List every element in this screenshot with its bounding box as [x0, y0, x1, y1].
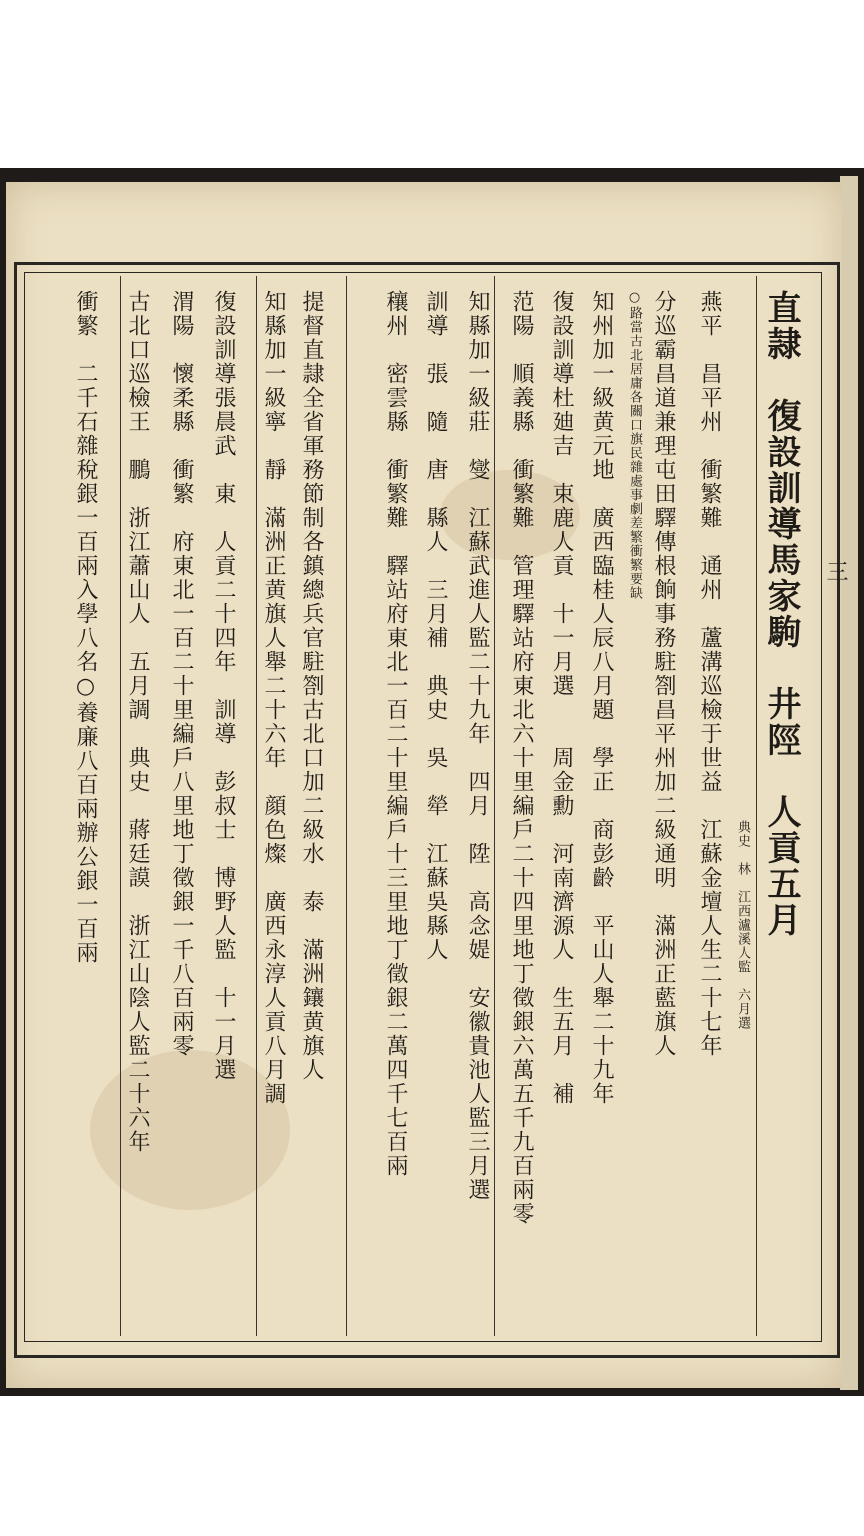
text-column: 直隷 復設訓導馬家駒 井陘 人貢五月 [761, 290, 801, 938]
text-column: 復設訓導張晨武 東 人貢二十四年 訓導 彭叔士 博野人監 十一月選 [211, 290, 236, 1082]
column-rule [756, 276, 757, 1336]
text-column: 知縣加一級寧 靜 滿洲正黄旗人舉二十六年 顔色燦 廣西永淳人貢八月調 [261, 290, 286, 1106]
text-column: 復設訓導杜廸吉 束鹿人貢 十一月選 周金勳 河南濟源人 生五月 補 [549, 290, 574, 1106]
text-column: 范陽 順義縣 衝繁難 管理驛站府東北六十里編戶二十四里地丁徵銀六萬五千九百兩零 [509, 290, 534, 1226]
text-column: 分巡霸昌道兼理屯田驛傳根餉事務駐劄昌平州加二級通明 滿洲正藍旗人 [651, 290, 676, 1058]
text-column: 訓導 張 隨 唐 縣人 三月補 典史 吳 犖 江蘇吳縣人 [423, 290, 448, 962]
column-rule [120, 276, 121, 1336]
text-column: 穰州 密雲縣 衝繁難 驛站府東北一百二十里編戶十三里地丁徵銀二萬四千七百兩 [383, 290, 408, 1178]
column-rule [494, 276, 495, 1336]
text-column: 知州加一級黄元地 廣西臨桂人辰八月題 學正 商彭齡 平山人舉二十九年 [589, 290, 614, 1106]
column-rule [346, 276, 347, 1336]
page-edge [840, 176, 858, 1390]
text-column: 提督直隷全省軍務節制各鎮總兵官駐劄古北口加二級水 泰 滿洲鑲黄旗人 [299, 290, 324, 1082]
text-column: 知縣加一級莊 燮 江蘇武進人監二十九年 四月 陞 高念媞 安徽貴池人監三月選 [465, 290, 490, 1202]
text-column: ○路當古北居庸各關口旗民雜處事劇差繁衝繁要缺 [627, 290, 642, 600]
text-column: 衝繁 二千石雜稅銀一百兩入學八名○養廉八百兩辦公銀一百兩 [73, 290, 98, 965]
page-number: 三 [823, 560, 848, 586]
text-column: 典史 林 江西瀘溪人監 六月選 [735, 820, 750, 1030]
text-column: 古北口巡檢王 鵬 浙江蕭山人 五月調 典史 蔣廷謨 浙江山陰人監二十六年 [125, 290, 150, 1154]
column-rule [256, 276, 257, 1336]
text-column: 渭陽 懷柔縣 衝繁 府東北一百二十里編戶八里地丁徵銀一千八百兩零 [169, 290, 194, 1058]
text-column: 燕平 昌平州 衝繁難 通州 蘆溝巡檢于世益 江蘇金壇人生二十七年 [697, 290, 722, 1058]
